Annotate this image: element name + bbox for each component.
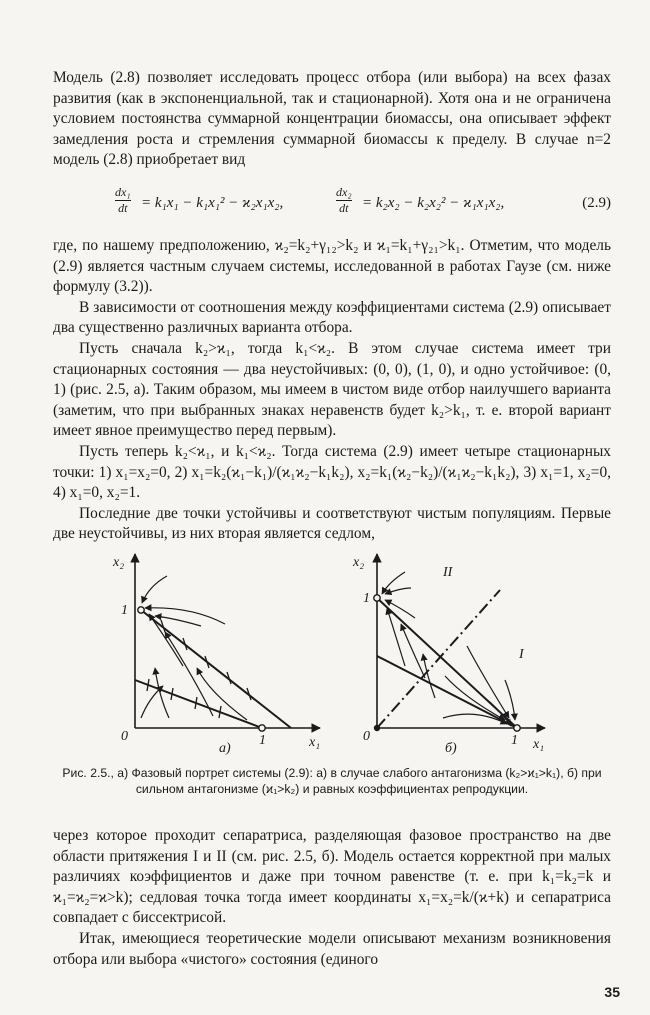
paragraph: Пусть сначала k₂>ϰ₁, тогда k₁<ϰ₂. В этом случае система имеет три стационарных состояния — два неустойчивых: (0, 0), (1, 0), и одно устойчивое: (0, 1) (рис. 2.5, а). Таким образом, мы имеем в чистом виде отбор наилучшего варианта (заметим, что при выбранных знаках неравенств будет k₂>k₁, т. е. второй вариант имеет явное преимущество перед первым). (53, 339, 611, 440)
fraction-dx1-dt (115, 186, 131, 215)
fraction-numerator: dx₂ (336, 185, 352, 199)
phase-portrait-a (135, 554, 320, 731)
fraction-numerator: dx₁ (115, 185, 131, 199)
paragraph: где, по нашему предположению, ϰ₂=k₂+γ₁₂>k₂ и ϰ₁=k₁+γ₂₁>k₁. Отметим, что модель (2.9) является частным случаем системы, исследованной в работах Гаузе (см. ниже формулу (3.2)). (53, 237, 611, 296)
page-number: 35 (604, 984, 620, 1000)
origin-b: 0 (363, 729, 370, 744)
equation-number: (2.9) (582, 195, 611, 211)
y-axis-label-a: x₂ (113, 555, 125, 570)
equation-rhs-1: = k₁x₁ − k₁x₁² − ϰ₂x₁x₂, (141, 195, 284, 211)
tick-y-a: 1 (121, 603, 128, 618)
paragraph: В зависимости от соотношения между коэффициентами система (2.9) описывает два существенно различных варианта отбора. (53, 298, 611, 337)
text-block-mid (53, 236, 611, 545)
y-axis-label-b: x₂ (353, 555, 365, 570)
tick-x-a: 1 (259, 733, 266, 748)
text-block-bottom (53, 826, 611, 970)
panel-label-a: а) (219, 741, 231, 756)
fraction-dx2-dt (336, 186, 352, 215)
paragraph: через которое проходит сепаратриса, разделяющая фазовое пространство на две области притяжения I и II (см. рис. 2.5, б). Модель остается корректной при малых различиях коэффициентов и даже при точном равенстве (т. е. при k₁=k₂=k и ϰ₁=ϰ₂=ϰ>k); седловая точка тогда имеет координаты x₁=x₂=k/(ϰ+k) и сепаратриса совпадает с биссектрисой. (53, 827, 611, 927)
fraction-denominator: dt (118, 201, 128, 215)
panel-label-b: б) (445, 741, 457, 756)
paragraph: Итак, имеющиеся теоретические модели описывают механизм возникновения отбора или выбора «чистого» состояния (единого (53, 929, 611, 968)
tick-y-b: 1 (363, 591, 370, 606)
paragraph: Пусть теперь k₂<ϰ₁, и k₁<ϰ₂. Тогда система (2.9) имеет четыре стационарных точки: 1) x₁=x₂=0, 2) x₁=k₂(ϰ₁−k₁)/(ϰ₁ϰ₂−k₁k₂), x₂=k₁(ϰ₂−k₂)/(ϰ₁ϰ₂−k₁k₂), 3) x₁=1, x₂=0, 4) x₁=0, x₂=1. (53, 442, 611, 502)
region-label-2: II (443, 565, 453, 580)
paragraph: Последние две точки устойчивы и соответствуют чистым популяциям. Первые две неустойчивы, из них вторая является седлом, (53, 504, 611, 543)
phase-portrait-b (374, 554, 545, 731)
stable-point-b-x (514, 725, 520, 731)
unstable-point-a (259, 725, 265, 731)
paragraph: Модель (2.8) позволяет исследовать процесс отбора (или выбора) на всех фазах развития (как в экспоненциальной, так и стационарной). Хотя она и не ограничена условием постоянства суммарной концентрации биомассы, она описывает эффект замедления роста и стремления суммарной биомассы к пределу. В случае n=2 модель (2.8) приобретает вид (53, 69, 611, 169)
origin-a: 0 (121, 729, 128, 744)
trajectories-a (141, 576, 247, 720)
separatrix-b (377, 590, 500, 728)
tick-x-b: 1 (511, 733, 518, 748)
x-axis-label-b: x₁ (533, 737, 545, 752)
stable-point-a (138, 607, 144, 613)
text-block-top (53, 68, 611, 171)
equation-rhs-2: = k₂x₂ − k₂x₂² − ϰ₁x₁x₂, (362, 195, 505, 211)
fraction-denominator: dt (339, 201, 349, 215)
stable-point-b-y (374, 595, 380, 601)
figure-2-5 (105, 548, 555, 763)
figure-caption: Рис. 2.5., а) Фазовый портрет системы (2.9): а) в случае слабого антагонизма (k₂>ϰ₁>k₁), б) при сильном антагонизме (ϰ₁>k₂) и равных коэффициентах репродукции. (62, 766, 602, 796)
region-label-1: I (519, 647, 524, 662)
origin-point-b (375, 726, 380, 731)
x-axis-label-a: x₁ (309, 735, 321, 750)
equation-2-9 (53, 186, 611, 226)
